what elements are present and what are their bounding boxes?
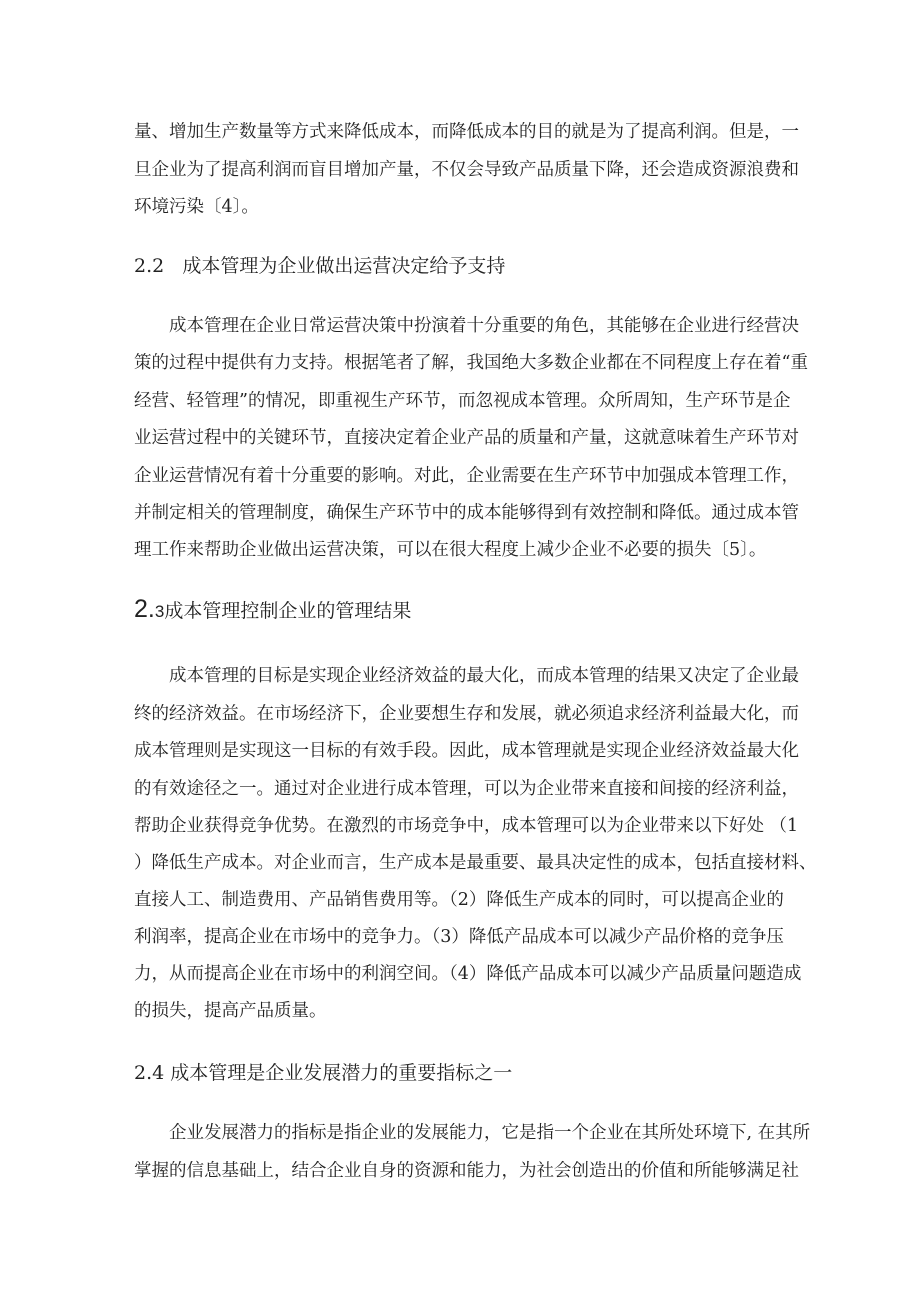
paragraph-3-line-2: 终的经济效益。在市场经济下，企业要想生存和发展，就必须追求经济利益最大化，而 — [134, 704, 799, 724]
paragraph-3-line-5: 帮助企业获得竞争优势。在激烈的市场竞争中，成本管理可以为企业带来以下好处 （1 — [134, 816, 799, 836]
section-2-3-number-minor: 3 — [154, 602, 165, 621]
paragraph-3-line-9: 力，从而提高企业在市场中的利润空间。（4）降低产品成本可以减少产品质量问题造成 — [134, 964, 802, 984]
section-2-3-number-major: 2. — [134, 595, 155, 623]
paragraph-1-line-2: 旦企业为了提高利润而盲目增加产量，不仅会导致产品质量下降，还会造成资源浪费和 — [134, 160, 799, 180]
paragraph-2-line-2: 策的过程中提供有力支持。根据笔者了解，我国绝大多数企业都在不同程度上存在着“重 — [134, 353, 808, 373]
paragraph-2-line-5: 企业运营情况有着十分重要的影响。对此，企业需要在生产环节中加强成本管理工作， — [134, 466, 799, 486]
paragraph-2-line-1: 成本管理在企业日常运营决策中扮演着十分重要的角色，其能够在企业进行经营决 — [169, 316, 799, 336]
section-2-3-heading — [134, 596, 411, 625]
paragraph-2-line-6: 并制定相关的管理制度，确保生产环节中的成本能够得到有效控制和降低。通过成本管 — [134, 503, 799, 523]
paragraph-3-line-10: 的损失，提高产品质量。 — [134, 1001, 327, 1021]
section-2-3-title: 成本管理控制企业的管理结果 — [164, 600, 412, 622]
paragraph-4-line-1: 企业发展潜力的指标是指企业的发展能力，它是指一个企业在其所处环境下, 在其所 — [169, 1123, 811, 1143]
paragraph-3-line-1: 成本管理的目标是实现企业经济效益的最大化，而成本管理的结果又决定了企业最 — [169, 666, 799, 686]
paragraph-2-line-7: 理工作来帮助企业做出运营决策，可以在很大程度上减少企业不必要的损失〔5〕。 — [134, 540, 767, 560]
paragraph-3-line-8: 利润率，提高企业在市场中的竞争力。（3）降低产品成本可以减少产品价格的竞争压 — [134, 927, 784, 947]
section-2-4-heading: 2.4 成本管理是企业发展潜力的重要指标之一 — [134, 1062, 513, 1084]
paragraph-2-line-3: 经营、轻管理”的情况，即重视生产环节，而忽视成本管理。众所周知，生产环节是企 — [134, 391, 791, 411]
section-2-2-heading: 2.2 成本管理为企业做出运营决定给予支持 — [134, 255, 506, 277]
paragraph-3-line-6: ）降低生产成本。对企业而言，生产成本是最重要、最具决定性的成本，包括直接材料、 — [134, 853, 817, 873]
paragraph-3-line-4: 的有效途径之一。通过对企业进行成本管理，可以为企业带来直接和间接的经济利益， — [134, 779, 799, 799]
paragraph-2-line-4: 业运营过程中的关键环节，直接决定着企业产品的质量和产量，这就意味着生产环节对 — [134, 428, 799, 448]
paragraph-1-line-1: 量、增加生产数量等方式来降低成本，而降低成本的目的就是为了提高利润。但是，一 — [134, 122, 799, 142]
paragraph-1-line-3: 环境污染〔4〕。 — [134, 197, 259, 217]
paragraph-3-line-7: 直接人工、制造费用、产品销售费用等。（2）降低生产成本的同时，可以提高企业的 — [134, 890, 784, 910]
paragraph-4-line-2: 掌握的信息基础上，结合企业自身的资源和能力，为社会创造出的价值和所能够满足社 — [134, 1161, 799, 1181]
paragraph-3-line-3: 成本管理则是实现这一目标的有效手段。因此，成本管理就是实现企业经济效益最大化 — [134, 741, 799, 761]
